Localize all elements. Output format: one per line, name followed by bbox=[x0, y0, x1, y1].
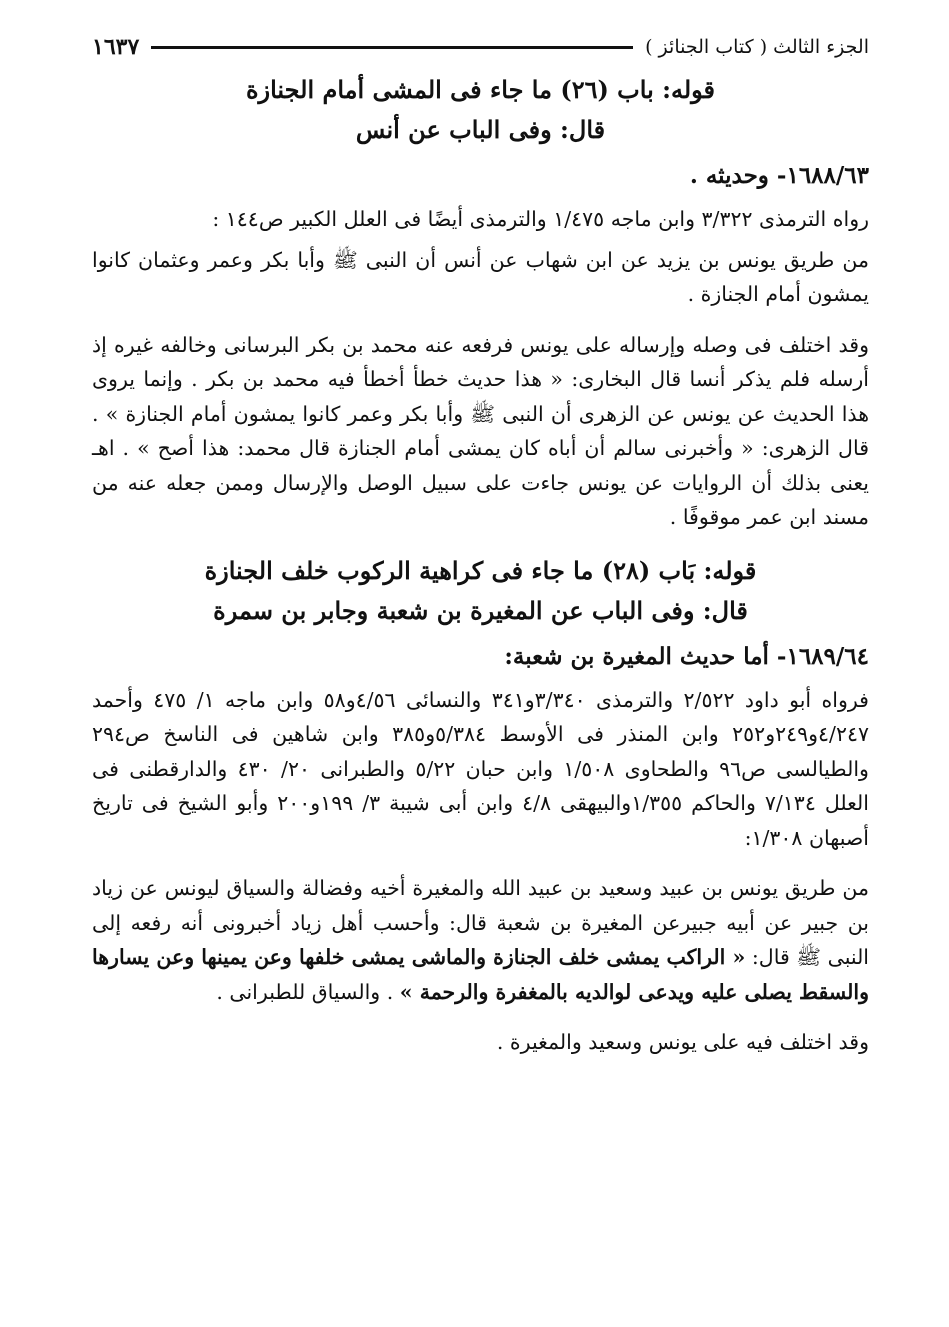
isnad-text: من طريق يونس بن عبيد وسعيد بن عبيد الله والمغيرة أخيه وفضالة والسياق ليونس عن زياد بن جبير عن أبيه جبيرعن المغيرة بن شعبة قال: وأحسب أهل زياد أخبرونى أنه رفعه إلى النبى ﷺ قال: bbox=[92, 876, 870, 969]
siyaq-note: . والسياق للطبرانى . bbox=[216, 979, 400, 1004]
ikhtilaf-paragraph-1689: وقد اختلف فيه على يونس وسعيد والمغيرة . bbox=[496, 1030, 869, 1054]
spacer bbox=[92, 1009, 869, 1019]
ikhtilaf-paragraph-1688: وقد اختلف فى وصله وإرساله على يونس فرفعه عنه محمد بن بكر البرسانى وخالفه غيره إذ أرسله فلم يذكر أنسا قال البخارى: « هذا حديث خطأ أخطأ فيه محمد بن بكر . وإنما يروى هذا الحديث عن يونس عن الزهرى أن النبى ﷺ وأبا بكر وعمر كانوا يمشون أمام الجنازة » . قال الزهرى: « وأخبرنى سالم أن أباه كان يمشى أمام الجنازة قال محمد: هذا أصح » . اهـ يعنى بذلك أن الروايات عن يونس جاءت على سبيل الوصل والإرسال وممن جعله عنه من مسند ابن عمر موقوفًا . bbox=[92, 332, 869, 529]
takhrij-paragraph-1688: رواه الترمذى ٣/٣٢٢ وابن ماجه ١/٤٧٥ والترمذى أيضًا فى العلل الكبير ص١٤٤ : bbox=[212, 207, 869, 231]
page-number: ١٦٣٧ bbox=[92, 34, 140, 60]
book-page bbox=[92, 30, 869, 1307]
isnad-paragraph-1688: من طريق يونس بن يزيد عن ابن شهاب عن أنس أن النبى ﷺ وأبا بكر وعمر وعثمان كانوا يمشون أمام الجنازة . bbox=[92, 247, 869, 306]
hadith-number-1688: ١٦٨٨/٦٣- وحديثه . bbox=[689, 162, 869, 189]
spacer bbox=[92, 312, 869, 322]
running-header-title: الجزء الثالث ( كتاب الجنائز ) bbox=[645, 36, 869, 58]
header-rule bbox=[151, 46, 633, 49]
chapter-heading-28: قوله: بَاب (٢٨) ما جاء فى كراهية الركوب خلف الجنازة bbox=[204, 555, 757, 585]
running-header bbox=[92, 30, 869, 64]
spacer bbox=[92, 855, 869, 865]
hadith-matn: « الراكب يمشى خلف الجنازة والماشى يمشى خلفها وعن يمينها وعن يسارها والسقط يصلى عليه ويدعى لوالديه بالمغفرة والرحمة » bbox=[92, 945, 869, 1004]
spacer bbox=[92, 535, 869, 545]
hadith-number-1689: ١٦٨٩/٦٤- أما حديث المغيرة بن شعبة: bbox=[504, 642, 869, 670]
chapter-heading-26: قوله: باب (٢٦) ما جاء فى المشى أمام الجنازة bbox=[245, 75, 716, 104]
isnad-paragraph-1689 bbox=[92, 871, 869, 1009]
takhrij-paragraph-1689: فرواه أبو داود ٢/٥٢٢ والترمذى ٣/٣٤٠و٣٤١ والنسائى ٤/٥٦و٥٨ وابن ماجه ١/ ٤٧٥ وأحمد ٤/٢٤٧و٢٤٩و٢٥٢ وابن المنذر فى الأوسط ٥/٣٨٤و٣٨٥ وابن شاهين فى الناسخ ص٢٩٤ والطيالسى ص٩٦ والطحاوى ١/٥٠٨ وابن حبان ٥/٢٢ والطبرانى ٢٠/ ٤٣٠ والدارقطنى فى العلل ٧/١٣٤ والحاكم ١/٣٥٥والبيهقى ٤/٨ وابن أبى شيبة ٣/ ١٩٩و٢٠٠ وأبو الشيخ فى تاريخ أصبهان ١/٣٠٨: bbox=[92, 687, 869, 850]
qala-line-anas: قال: وفى الباب عن أنس bbox=[355, 115, 606, 144]
qala-line-mughira: قال: وفى الباب عن المغيرة بن شعبة وجابر بن سمرة bbox=[213, 595, 748, 625]
